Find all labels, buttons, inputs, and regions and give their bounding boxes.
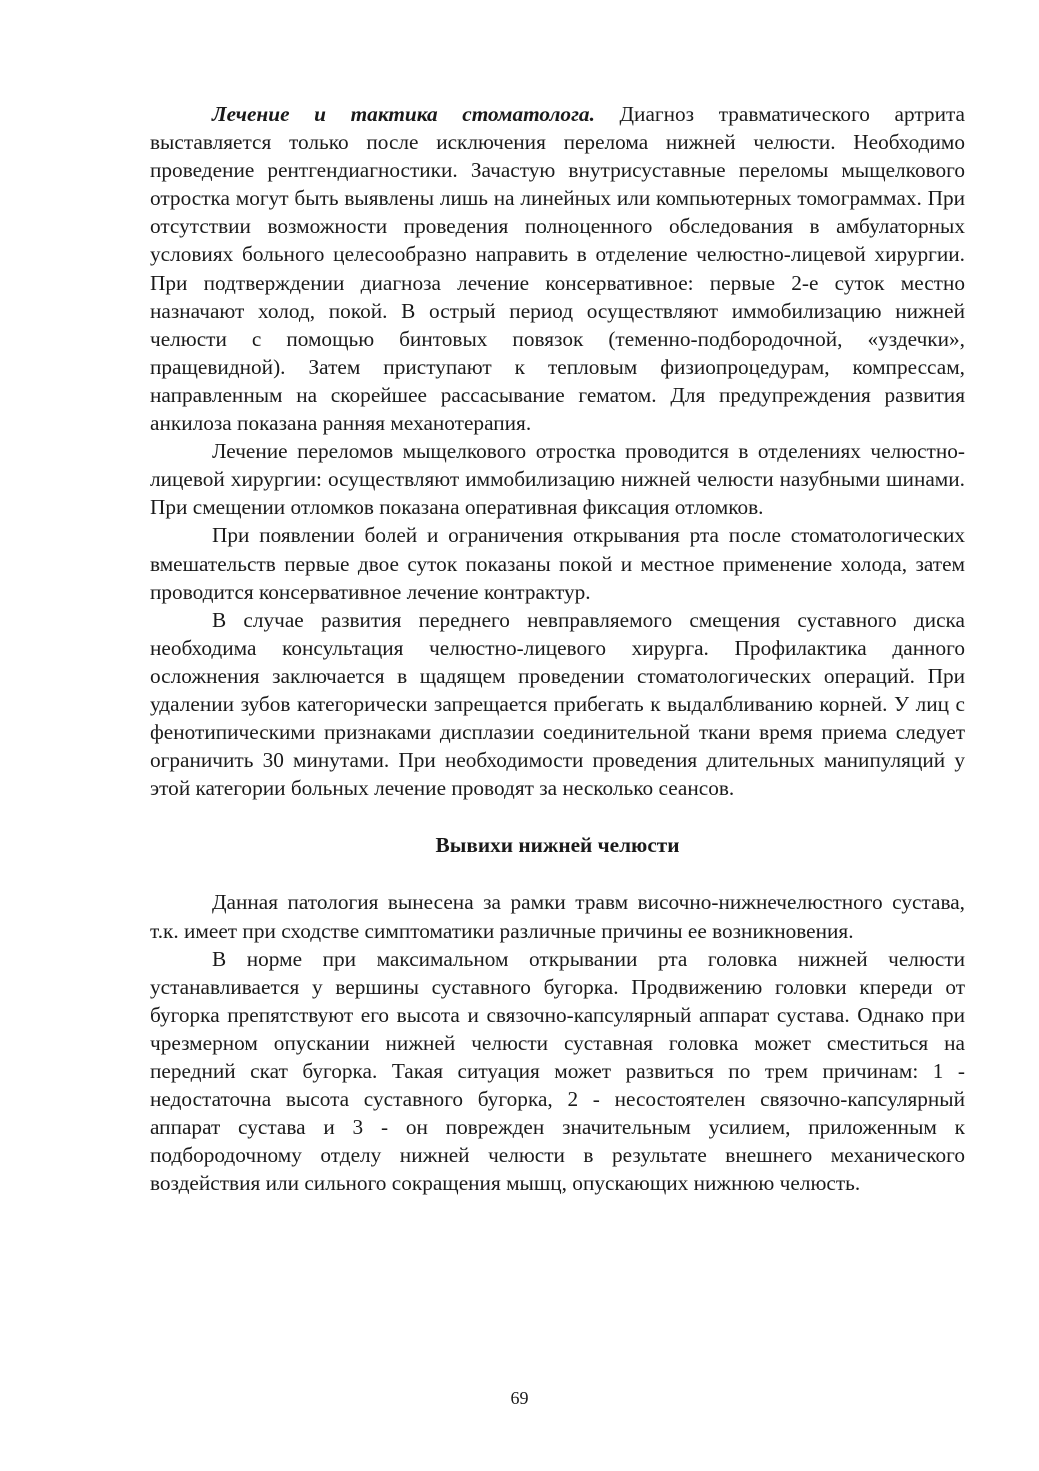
paragraph-treatment-tactics xyxy=(150,100,965,437)
page-number: 69 xyxy=(510,1388,529,1408)
paragraph-condyle-fracture: Лечение переломов мыщелкового отростка проводится в отделениях челюстно-лицевой хирургии: осуществляют иммобилизацию нижней челюсти назубными шинами. При смещении отломков показана оперативная фиксация отломков. xyxy=(150,439,965,520)
paragraph-pain-limitation: При появлении болей и ограничения открывания рта после стоматологических вмешательств первые двое суток показаны покой и местное применение холода, затем проводится консервативное лечение контрактур. xyxy=(150,523,965,604)
paragraph-disc-displacement: В случае развития переднего невправляемого смещения суставного диска необходима консультация челюстно-лицевого хирурга. Профилактика данного осложнения заключается в щадящем проведении стоматологических операций. При удалении зубов категорически запрещается прибегать к выдалбливанию корней. У лиц с фенотипическими признаками дисплазии соединительной ткани время приема следует ограничить 30 минутами. При необходимости проведения длительных манипуляций у этой категории больных лечение проводят за несколько сеансов. xyxy=(150,607,965,801)
paragraph-lead-title: Лечение и тактика стоматолога. xyxy=(212,102,595,126)
paragraph-normal-mechanics: В норме при максимальном открывании рта головка нижней челюсти устанавливается у вершины суставного бугорка. Продвижению головки кпереди от бугорка препятствуют его высота и связочно-капсулярный аппарат сустава. Однако при чрезмерном опускании нижней челюсти суставная головка может сместиться на передний скат бугорка. Такая ситуация может развиться по трем причинам: 1 - недостаточна высота суставного бугорка, 2 - несостоятелен связочно-капсулярный аппарат сустава и 3 - он поврежден значительным усилием, приложенным к подбородочному отделу нижней челюсти в результате внешнего механического воздействия или сильного сокращения мышц, опускающих нижнюю челюсть. xyxy=(150,946,965,1196)
section-heading: Вывихи нижней челюсти xyxy=(435,833,680,858)
paragraph-pathology-intro: Данная патология вынесена за рамки травм височно-нижнечелюстного сустава, т.к. имеет при сходстве симптоматики различные причины ее возникновения. xyxy=(150,890,965,943)
page-body xyxy=(150,100,965,1197)
paragraph-text: Диагноз травматического артрита выставляется только после исключения перелома нижней челюсти. Необходимо проведение рентгендиагностики. Зачастую внутрисуставные переломы мыщелкового отростка могут быть выявлены лишь на линейных или компьютерных томограммах. При отсутствии возможности проведения полноценного обследования в амбулаторных условиях больного целесообразно направить в отделение челюстно-лицевой хирургии. При подтверждении диагноза лечение консервативное: первые 2-е суток местно назначают холод, покой. В острый период осуществляют иммобилизацию нижней челюсти с помощью бинтовых повязок (теменно-подбородочной, «уздечки», пращевидной). Затем приступают к тепловым физиопроцедурам, компрессам, направленным на скорейшее рассасывание гематом. Для предупреждения развития анкилоза показана ранняя механотерапия. xyxy=(150,102,965,436)
